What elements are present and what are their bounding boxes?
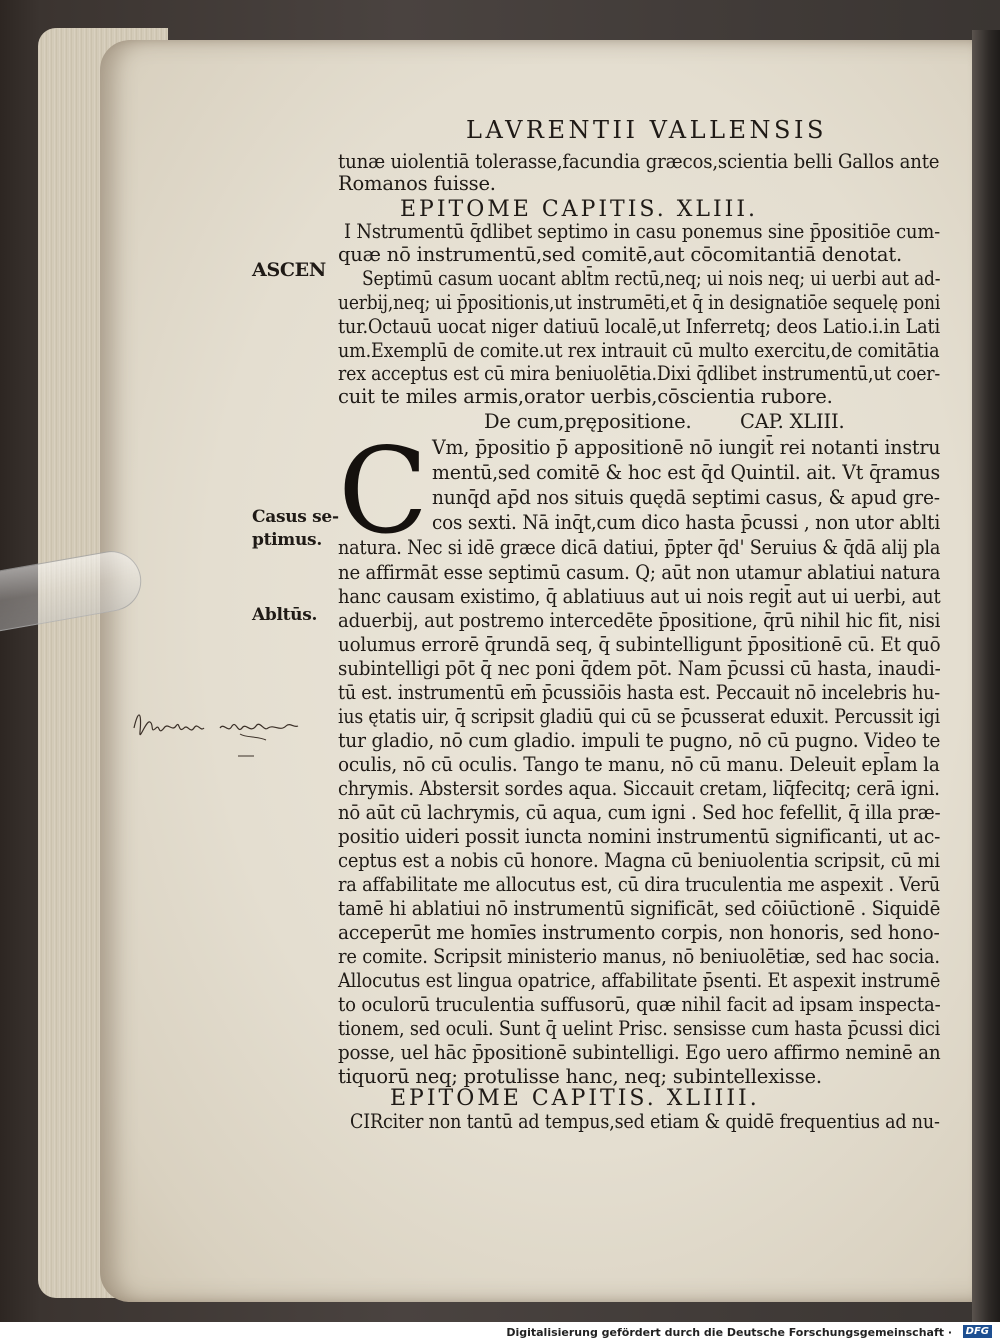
text-line: rex acceptus est cū mira beniuolētia.Dixi q̄dlibet instrumentū,ut coer- [338,362,941,385]
text-line: Allocutus est lingua opatrice, affabilitate p̄senti. Et aspexit instrumē [338,969,941,992]
text-line: tamē hi ablatiui nō instrumentū significāt, sed cōiūctionē . Siquidē [338,897,941,920]
text-line: hanc causam existimo, q̄ ablatiuus aut ui nois regit̄ aut ui uerbi, aut [338,585,941,608]
text-line: tiquorū neq; protulisse hanc, neq; subintellexisse. [338,1065,822,1088]
text-line: uolumus errorē q̄rundā seq, q̄ subintelligunt p̄positionē cū. Et quō [338,633,941,656]
text-line: to oculorū truculentia suffusorū, quæ nihil facit ad ipsam inspecta- [338,993,941,1016]
funding-credit: Digitalisierung gefördert durch die Deutsche Forschungsgemeinschaft · [506,1326,952,1339]
text-line: positio uideri possit iuncta nomini instrumentū significanti, ut ac- [338,825,941,848]
running-head: LAVRENTII VALLENSIS [466,116,827,144]
text-line: um.Exemplū de comite.ut rex intrauit cū multo exercitu,de comitātia [338,339,940,362]
text-line: ra affabilitate me allocutus est, cū dira truculentia me aspexit . Verū [338,873,941,896]
text-line: nō aūt cū lachrymis, cū aqua, cum igni . Sed hoc fefellit, q̄ illa præ- [338,801,941,824]
text-line: Romanos fuisse. [338,172,496,195]
margin-note-ascen: ASCEN [252,259,326,281]
text-line: tionem, sed oculi. Sunt q̄ uelint Prisc. sensisse cum hasta p̄cussi dici [338,1017,941,1040]
text-line: re comite. Scripsit ministerio manus, nō beniuolētiæ, sed hac socia. [338,945,940,968]
text-line: tur gladio, nō cum gladio. impuli te pugno, nō cū pugno. Video te [338,729,941,752]
text-line: CIRciter non tantū ad tempus,sed etiam & quidē frequentius ad nu- [350,1110,940,1133]
text-line: quæ nō instrumentū,sed comitē,aut cōcomitantiā denotat. [338,243,902,266]
text-line: I Nstrumentū q̄dlibet septimo in casu ponemus sine p̄positiōe cum- [344,220,940,243]
margin-note-ablus: Abltūs. [252,605,318,625]
text-line: chrymis. Abstersit sordes aqua. Siccauit cretam, liq̄fecitq; cerā igni. [338,777,940,800]
drop-cap: C [338,422,429,560]
margin-note-casus: Casus se- [252,507,339,527]
text-line: Vm, p̄positio p̄ appositionē nō iungit̄ rei notanti instru [432,436,941,459]
text-line: tunæ uiolentiā tolerasse,facundia græcos,scientia belli Gallos ante [338,150,940,173]
text-line: ius ętatis uir, q̄ scripsit gladiū qui cū se p̄cusserat eduxit. Percussit igi [338,705,940,728]
text-line: uerbij,neq; ui p̄positionis,ut instrumēti,et q̄ in designatiōe sequelę poni [338,291,941,314]
text-line: tur.Octauū uocat niger datiuū localē,ut Inferretq; deos Latio.i.in Lati [338,315,940,338]
text-line: mentū,sed comitē & hoc est q̄d Quintil. ait. Vt q̄ramus [432,461,940,484]
text-line: ne affirmāt esse septimū casum. Q; aūt non utamur ablatiui natura [338,561,941,584]
text-line: aduerbij, aut postremo intercedēte p̄positione, q̄rū nihil hic fit, nisi [338,609,941,632]
text-line: oculis, nō cū oculis. Tango te manu, nō cū manu. Deleuit epl̄am la [338,753,940,776]
epitome-heading: EPITOME CAPITIS. XLIII. [400,197,759,222]
text-line: posse, uel hāc p̄positionē subintelligi. Ego uero affirmo neminē an [338,1041,941,1064]
text-line: nunq̄d ap̄d nos situis quędā septimi casus, & apud gre- [432,486,940,509]
text-line: acceperūt me homīes instrumento corpis, non honoris, sed hono- [338,921,940,944]
epitome-heading: EPITOME CAPITIS. XLIIII. [390,1086,760,1111]
text-line: cuit te miles armis,orator uerbis,cōscientia rubore. [338,385,833,408]
margin-note-casus: ptimus. [252,530,322,550]
text-line: cos sexti. Nā inq̄t,cum dico hasta p̄cussi , non utor ablti [432,511,941,534]
chapter-number: CAP. XLIII. [740,410,845,433]
text-line: natura. Nec si idē græce dicā datiui, p̄pter q̄d' Seruius & q̄dā alij pla [338,536,941,559]
chapter-title: De cum,prępositione. [484,410,692,433]
text-line: Septimū casum uocant ablt̄m rectū,neq; ui nois neq; ui uerbi aut ad- [362,267,941,290]
text-line: tū est. instrumentū em̄ p̄cussiōis hasta est. Peccauit nō incelebris hu- [338,681,941,704]
right-gutter-shadow [972,30,1000,1322]
dfg-logo: DFG [963,1325,992,1338]
handwritten-annotation [128,698,308,770]
text-line: subintelligi pōt q̄ nec poni q̄dem pōt. Nam p̄cussi cū hasta, inaudi- [338,657,941,680]
text-line: ceptus est a nobis cū honore. Magna cū beniuolentia scripsit, cū mi [338,849,940,872]
